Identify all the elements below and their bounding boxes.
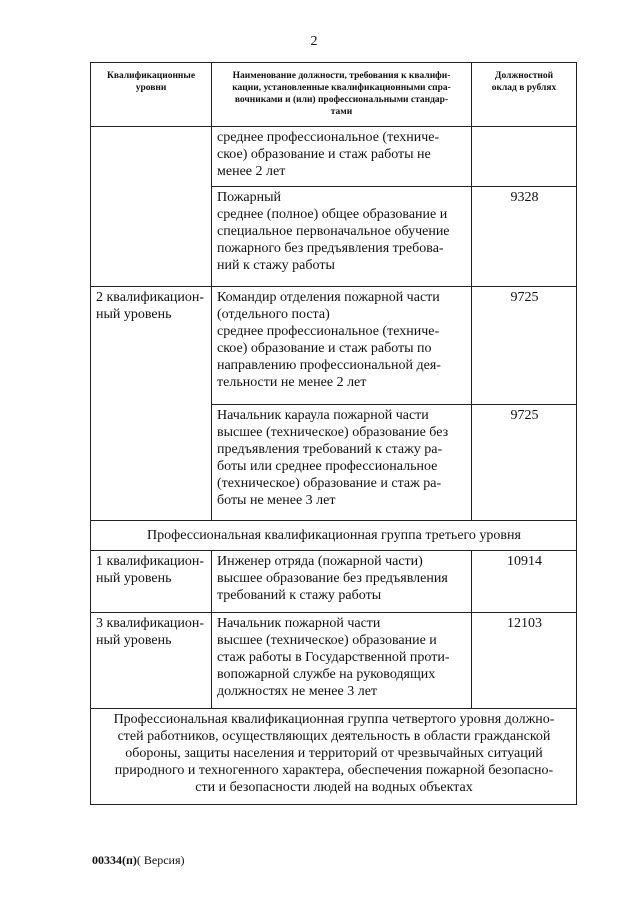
description-cell: Пожарный среднее (полное) общее образование и специальное первоначальное обучение пожарного без предъявления требова- ний к стажу работы bbox=[212, 187, 472, 287]
salary-cell: 9328 bbox=[472, 187, 577, 287]
group3-title: Профессиональная квалификационная группа третьего уровня bbox=[91, 521, 577, 551]
header-salary: Должностной оклад в рублях bbox=[472, 63, 577, 127]
group4-title: Профессиональная квалификационная группа четвертого уровня должно- стей работников, осуществляющих деятельность в области гражданской обороны, защиты населения и территорий от чрезвычайных ситуаций природного и техногенного характера, обеспечения пожарной безопасно- сти и безопасности людей на водных объектах bbox=[91, 709, 577, 805]
description-cell: Командир отделения пожарной части (отдельного поста) среднее профессиональное (техниче- ское) образование и стаж работы по направлению профессиональной дея- тельности не менее 2 лет bbox=[212, 287, 472, 405]
description-cell: Инженер отряда (пожарной части) высшее образование без предъявления требований к стажу работы bbox=[212, 551, 472, 613]
salary-cell: 12103 bbox=[472, 613, 577, 709]
group-title-row bbox=[91, 521, 577, 551]
level-cell bbox=[91, 127, 212, 287]
level-cell: 1 квалификацион- ный уровень bbox=[91, 551, 212, 613]
description-cell: Начальник караула пожарной части высшее (техническое) образование без предъявления требований к стажу ра- боты или среднее профессиональное (техническое) образование и стаж ра- боты не менее 3 лет bbox=[212, 405, 472, 521]
salary-table bbox=[90, 62, 577, 805]
salary-cell bbox=[472, 127, 577, 187]
document-version: ( Версия) bbox=[136, 853, 185, 867]
table-row bbox=[91, 551, 577, 613]
header-position: Наименование должности, требования к квалифи- кации, установленные квалификационными спра- вочниками и (или) профессиональными стандар- тами bbox=[212, 63, 472, 127]
level-cell: 3 квалификацион- ный уровень bbox=[91, 613, 212, 709]
table-header-row bbox=[91, 63, 577, 127]
table-row bbox=[91, 127, 577, 187]
salary-cell: 10914 bbox=[472, 551, 577, 613]
document-footer bbox=[92, 853, 185, 868]
table-row bbox=[91, 287, 577, 405]
level-cell: 2 квалификацион- ный уровень bbox=[91, 287, 212, 521]
description-cell: Начальник пожарной части высшее (техническое) образование и стаж работы в Государственной проти- вопожарной службе на руководящих должностях не менее 3 лет bbox=[212, 613, 472, 709]
description-cell: среднее профессиональное (техниче- ское) образование и стаж работы не менее 2 лет bbox=[212, 127, 472, 187]
salary-cell: 9725 bbox=[472, 405, 577, 521]
document-code: 00334(п) bbox=[92, 853, 137, 867]
salary-cell: 9725 bbox=[472, 287, 577, 405]
header-levels: Квалификационные уровни bbox=[91, 63, 212, 127]
group-title-row bbox=[91, 709, 577, 805]
table-row bbox=[91, 613, 577, 709]
page-number: 2 bbox=[310, 34, 318, 49]
